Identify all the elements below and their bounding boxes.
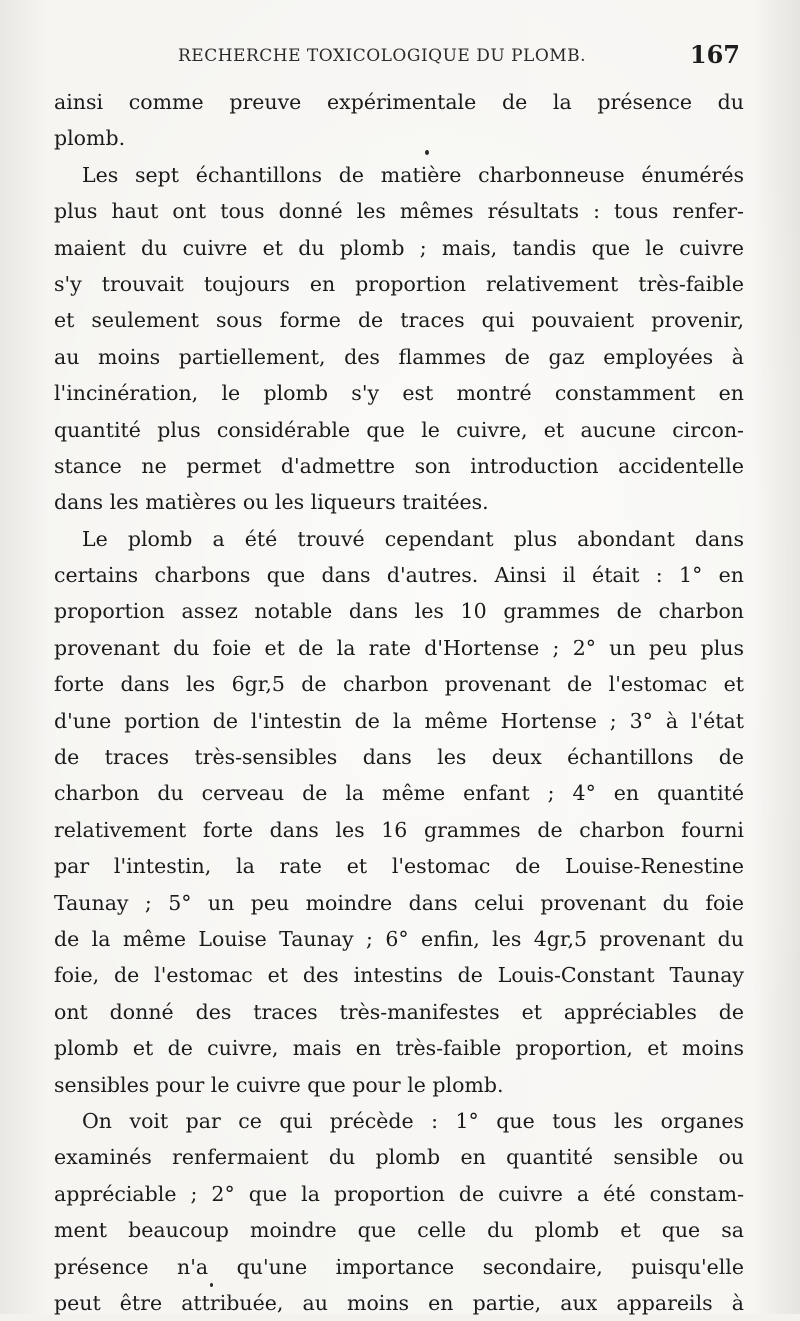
text-line: de la même Louise Taunay ; 6° enfin, les 4gr,5 provenant du (54, 926, 744, 951)
text-line: Les sept échantillons de matière charbonneuse énumérés (82, 162, 744, 187)
text-line: Le plomb a été trouvé cependant plus abondant dans (82, 526, 744, 551)
text-line: peut être attribuée, au moins en partie, aux appareils à (54, 1290, 744, 1315)
text-line: de traces très-sensibles dans les deux échantillons de (54, 745, 744, 770)
text-line: plomb et de cuivre, mais en très-faible proportion, et moins (54, 1036, 744, 1061)
text-line: appréciable ; 2° que la proportion de cuivre a été constam- (54, 1181, 744, 1206)
page-header (54, 36, 744, 76)
text-line: par l'intestin, la rate et l'estomac de Louise-Renestine (54, 854, 744, 879)
running-title: RECHERCHE TOXICOLOGIQUE DU PLOMB. (178, 46, 587, 66)
text-line: quantité plus considérable que le cuivre, et aucune circon- (54, 417, 744, 442)
ink-speck (425, 150, 429, 155)
text-line: Taunay ; 5° un peu moindre dans celui provenant du foie (54, 890, 744, 915)
text-line: forte dans les 6gr,5 de charbon provenant de l'estomac et (54, 672, 744, 697)
text-line: certains charbons que dans d'autres. Ainsi il était : 1° en (54, 563, 744, 588)
text-line: charbon du cerveau de la même enfant ; 4° en quantité (54, 781, 744, 806)
text-line: relativement forte dans les 16 grammes de charbon fourni (54, 817, 744, 842)
text-line: s'y trouvait toujours en proportion relativement très-faible (54, 271, 744, 296)
text-line: plus haut ont tous donné les mêmes résultats : tous renfer- (54, 199, 744, 224)
text-line: On voit par ce qui précède : 1° que tous les organes (82, 1108, 744, 1133)
text-line: stance ne permet d'admettre son introduction accidentelle (54, 453, 744, 478)
text-line: foie, de l'estomac et des intestins de Louis-Constant Taunay (54, 963, 744, 988)
text-line: plomb. (54, 126, 126, 151)
text-line: provenant du foie et de la rate d'Hortense ; 2° un peu plus (54, 635, 744, 660)
text-line: d'une portion de l'intestin de la même Hortense ; 3° à l'état (54, 708, 744, 733)
text-line: sensibles pour le cuivre que pour le plomb. (54, 1072, 504, 1097)
text-line: examinés renfermaient du plomb en quantité sensible ou (54, 1145, 744, 1170)
text-line: proportion assez notable dans les 10 grammes de charbon (54, 599, 744, 624)
text-line: présence n'a qu'une importance secondaire, puisqu'elle (54, 1254, 744, 1279)
page-number: 167 (689, 40, 740, 69)
body-text (54, 84, 744, 1321)
text-line: et seulement sous forme de traces qui pouvaient provenir, (54, 308, 744, 333)
text-line: ont donné des traces très-manifestes et appréciables de (54, 999, 744, 1024)
text-line: l'incinération, le plomb s'y est montré constamment en (54, 381, 744, 406)
text-line: ment beaucoup moindre que celle du plomb et que sa (54, 1218, 744, 1243)
text-line: dans les matières ou les liqueurs traitées. (54, 490, 489, 515)
ink-speck (210, 1283, 213, 1287)
text-line: ainsi comme preuve expérimentale de la présence du (54, 90, 744, 114)
text-line: au moins partiellement, des flammes de gaz employées à (54, 344, 744, 369)
text-line: maient du cuivre et du plomb ; mais, tandis que le cuivre (54, 235, 744, 260)
